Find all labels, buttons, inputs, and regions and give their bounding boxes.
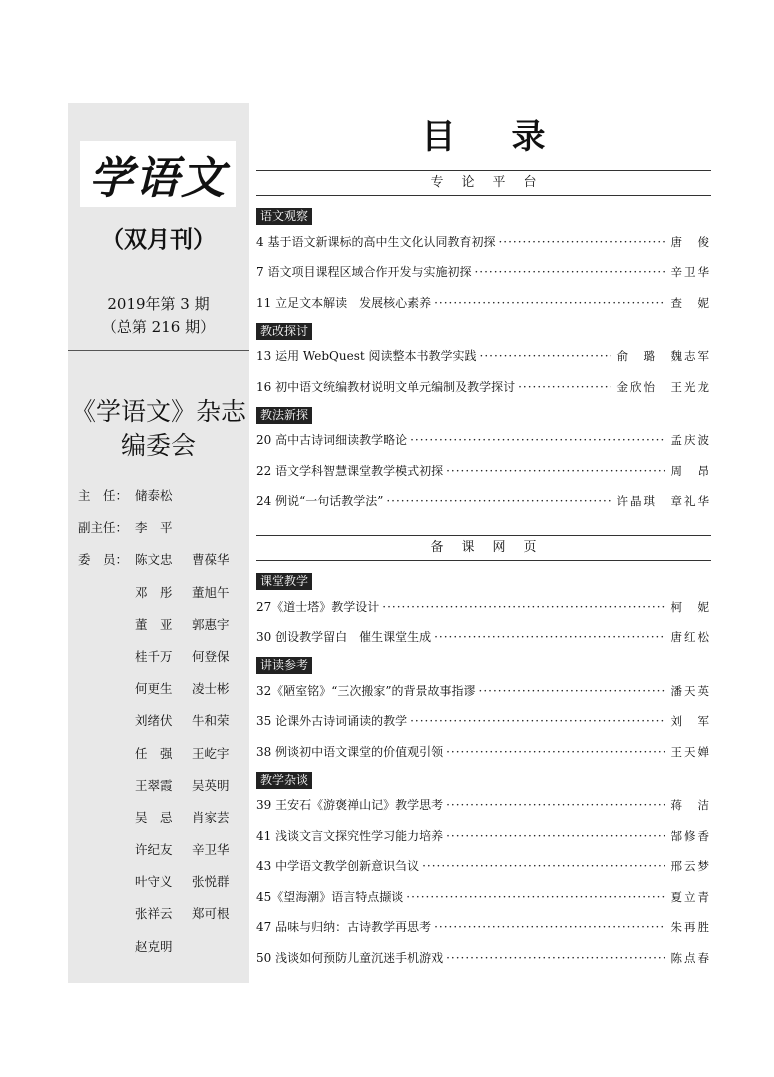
entry-title: 41 浅谈文言文探究性学习能力培养 [256, 828, 444, 843]
entry-author: 潘天英 [670, 683, 711, 698]
toc-title: 目录 [421, 117, 602, 157]
staff-name: 刘绪伏 [135, 713, 173, 729]
board-title-line2: 编委会 [120, 431, 196, 460]
staff-row [78, 518, 248, 550]
toc-entry[interactable] [256, 263, 711, 281]
staff-name: 凌士彬 [192, 681, 230, 697]
staff-name: 郑可根 [192, 906, 230, 922]
staff-name: 叶守义 [135, 874, 173, 890]
issue-number: 2019年第 3 期 [107, 295, 210, 313]
dot-leader [382, 598, 664, 616]
dot-leader [434, 628, 664, 646]
toc-entry[interactable] [256, 598, 711, 616]
staff-row [78, 583, 248, 615]
dot-leader [446, 462, 664, 480]
entry-author: 刘 军 [670, 714, 711, 728]
entry-author: 许晶琪 章礼华 [616, 494, 711, 508]
category-label: 教学杂谈 [256, 772, 312, 789]
dot-leader [446, 949, 664, 967]
dot-leader [479, 682, 665, 700]
entry-author: 郜修香 [670, 828, 711, 843]
entry-author: 孟庆波 [670, 433, 711, 447]
staff-role: 委 员： [78, 552, 129, 568]
staff-row [78, 711, 248, 743]
toc-entry[interactable] [256, 888, 711, 906]
sidebar-divider [68, 350, 249, 351]
staff-name: 牛和荣 [192, 713, 230, 729]
entry-author: 唐 俊 [670, 234, 711, 249]
entry-title: 13 运用 WebQuest 阅读整本书教学实践 [256, 349, 477, 363]
toc-entry[interactable] [256, 294, 711, 312]
dot-leader [474, 263, 664, 281]
dot-leader [518, 378, 610, 396]
toc-entry[interactable] [256, 796, 711, 814]
toc-entry[interactable] [256, 827, 711, 845]
staff-name: 郭惠宇 [192, 616, 230, 632]
staff-row [78, 679, 248, 711]
editorial-board-title [68, 395, 249, 463]
category-label: 讲读参考 [256, 657, 312, 674]
dot-leader [446, 796, 664, 814]
staff-row [78, 744, 248, 776]
entry-title: 11 立足文本解读 发展核心素养 [256, 295, 432, 310]
staff-name: 桂千万 [135, 648, 173, 664]
toc-entry[interactable] [256, 492, 711, 510]
staff-name: 许纪友 [135, 842, 173, 858]
entry-title: 24 例说“一句话教学法” [256, 494, 384, 508]
entry-author: 查 妮 [670, 295, 711, 310]
staff-row [78, 872, 248, 904]
staff-row [78, 550, 248, 582]
staff-row [78, 904, 248, 936]
entry-title: 27《道士塔》教学设计 [256, 599, 380, 614]
dot-leader [446, 743, 664, 761]
toc-entry[interactable] [256, 743, 711, 761]
entry-title: 4 基于语文新课标的高中生文化认同教育初探 [256, 234, 496, 249]
staff-name: 何登保 [192, 648, 230, 664]
staff-name: 邓 彤 [135, 584, 173, 600]
staff-name: 董旭午 [192, 584, 230, 600]
dot-leader [422, 857, 664, 875]
staff-name: 王翠霞 [135, 777, 173, 793]
dot-leader [410, 712, 664, 730]
entry-author: 唐红松 [670, 630, 711, 644]
staff-name: 陈文忠 [135, 552, 173, 568]
issue-info [68, 293, 249, 339]
staff-name: 赵克明 [135, 938, 173, 954]
category-label: 课堂教学 [256, 573, 312, 590]
dot-leader [410, 431, 664, 449]
toc-entry[interactable] [256, 682, 711, 700]
dot-leader [434, 294, 664, 312]
staff-name: 李 平 [135, 520, 173, 536]
staff-row [78, 840, 248, 872]
staff-list [78, 486, 248, 969]
entry-title: 35 论课外古诗词诵读的教学 [256, 714, 408, 728]
entry-author: 金欣怡 王光龙 [616, 379, 711, 394]
entry-title: 16 初中语文统编教材说明文单元编制及教学探讨 [256, 379, 516, 394]
entry-title: 47 品味与归纳：古诗教学再思考 [256, 920, 432, 934]
entry-title: 39 王安石《游褒禅山记》教学思考 [256, 798, 444, 812]
entry-author: 邢云梦 [670, 859, 711, 873]
category-label: 教改探讨 [256, 323, 312, 340]
frequency-label: （双月刊） [101, 226, 216, 253]
staff-row [78, 486, 248, 518]
staff-name: 董 亚 [135, 616, 173, 632]
staff-row [78, 808, 248, 840]
staff-role: 副主任： [78, 520, 129, 536]
staff-name: 辛卫华 [192, 842, 230, 858]
toc-entry[interactable] [256, 628, 711, 646]
dot-leader [434, 918, 664, 936]
staff-role: 主 任： [78, 488, 129, 503]
entry-author: 柯 妮 [670, 599, 711, 614]
entry-author: 朱再胜 [670, 920, 711, 934]
total-issue-number: （总第 216 期） [101, 318, 216, 336]
staff-name: 何更生 [135, 681, 173, 697]
toc-entry[interactable] [256, 462, 711, 480]
board-title-line1: 《学语文》杂志 [70, 397, 246, 426]
section-header: 专论平台 [256, 170, 711, 196]
entry-author: 蒋 洁 [670, 798, 711, 812]
toc-entry[interactable] [256, 431, 711, 449]
magazine-logo: 学语文 [80, 141, 236, 207]
staff-name: 张祥云 [135, 906, 173, 922]
staff-row [78, 776, 248, 808]
staff-row [78, 615, 248, 647]
dot-leader [406, 888, 664, 906]
staff-name: 王屹宇 [192, 745, 230, 761]
entry-author: 陈点春 [670, 950, 711, 965]
staff-name: 曹葆华 [192, 552, 230, 568]
entry-author: 俞 璐 魏志军 [616, 349, 711, 363]
dot-leader [480, 347, 611, 365]
toc-entry[interactable] [256, 949, 711, 967]
dot-leader [386, 492, 610, 510]
entry-title: 32《陋室铭》“三次搬家”的背景故事指谬 [256, 683, 476, 698]
toc-entry[interactable] [256, 712, 711, 730]
toc-entry[interactable] [256, 857, 711, 875]
entry-title: 22 语文学科智慧课堂教学模式初探 [256, 463, 444, 478]
entry-author: 周 昂 [670, 463, 711, 478]
toc-entry[interactable] [256, 233, 711, 251]
section-header: 备课网页 [256, 535, 711, 561]
staff-name: 吴 忌 [135, 809, 173, 825]
category-label: 语文观察 [256, 208, 312, 225]
entry-title: 43 中学语文教学创新意识刍议 [256, 859, 420, 873]
staff-name: 吴英明 [192, 777, 230, 793]
staff-name: 肖家芸 [192, 809, 230, 825]
entry-title: 30 创设教学留白 催生课堂生成 [256, 630, 432, 644]
entry-title: 7 语文项目课程区域合作开发与实施初探 [256, 265, 472, 279]
entry-author: 夏立青 [670, 889, 711, 904]
staff-name: 任 强 [135, 745, 173, 761]
entry-title: 50 浅谈如何预防儿童沉迷手机游戏 [256, 950, 444, 965]
entry-title: 45《望海潮》语言特点撷谈 [256, 889, 404, 904]
category-label: 教法新探 [256, 407, 312, 424]
staff-row [78, 647, 248, 679]
sidebar [68, 103, 249, 983]
entry-title: 38 例谈初中语文课堂的价值观引领 [256, 744, 444, 759]
staff-row [78, 937, 248, 969]
toc-entry[interactable] [256, 918, 711, 936]
toc-entry[interactable] [256, 347, 711, 365]
toc-entry[interactable] [256, 378, 711, 396]
staff-name: 储泰松 [135, 488, 173, 503]
dot-leader [446, 827, 664, 845]
entry-author: 辛卫华 [670, 265, 711, 279]
entry-title: 20 高中古诗词细读教学略论 [256, 433, 408, 447]
entry-author: 王天婵 [670, 744, 711, 759]
staff-name: 张悦群 [192, 874, 230, 890]
dot-leader [498, 233, 664, 251]
